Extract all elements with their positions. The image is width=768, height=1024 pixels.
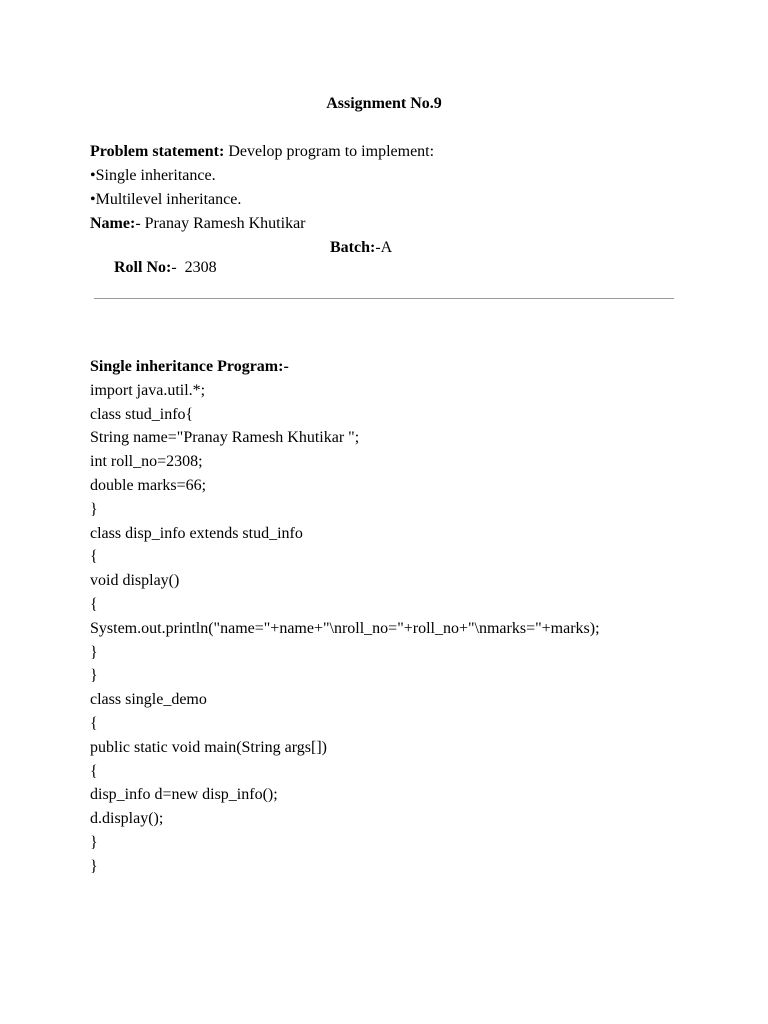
code-line: } [90,833,98,851]
code-line: d.display(); [90,810,164,828]
student-name [90,214,690,238]
roll-no-label: Roll No: [114,259,172,276]
header-block [90,142,690,276]
student-name-value: - Pranay Ramesh Khutikar [135,215,306,232]
roll-no-value: - 2308 [171,259,217,276]
code-line: disp_info d=new disp_info(); [90,786,278,804]
bullet-multilevel-inheritance: •Multilevel inheritance. [90,191,242,208]
problem-statement-text: Develop program to implement: [224,143,435,160]
code-line: System.out.println("name="+name+"\nroll_no="+roll_no+"\nmarks="+marks); [90,619,600,637]
code-block [90,357,730,881]
bullet-single-inheritance: •Single inheritance. [90,167,216,184]
code-line: } [90,857,98,875]
problem-statement [90,142,690,166]
code-line: class stud_info{ [90,405,194,423]
batch [330,238,392,258]
section-heading: Single inheritance Program:- [90,358,289,375]
code-line: String name="Pranay Ramesh Khutikar "; [90,429,360,447]
document-title: Assignment No.9 [326,95,442,112]
code-line: } [90,643,98,661]
code-line: class disp_info extends stud_info [90,524,303,542]
code-line: } [90,500,98,518]
code-line: int roll_no=2308; [90,453,203,471]
code-line: public static void main(String args[]) [90,738,327,756]
batch-label: Batch: [330,239,376,256]
code-line: double marks=66; [90,476,207,494]
roll-batch-line [90,238,690,276]
code-line: void display() [90,572,180,590]
problem-statement-label: Problem statement: [90,143,225,160]
batch-value: -A [375,239,393,256]
code-line: } [90,667,98,685]
student-name-label: Name: [90,215,136,232]
code-line: { [90,548,98,566]
code-lines [90,381,730,881]
code-line: import java.util.*; [90,381,206,399]
code-line: { [90,595,98,613]
horizontal-divider [94,298,674,299]
code-line: class single_demo [90,691,207,709]
code-line: { [90,762,98,780]
code-line: { [90,714,98,732]
